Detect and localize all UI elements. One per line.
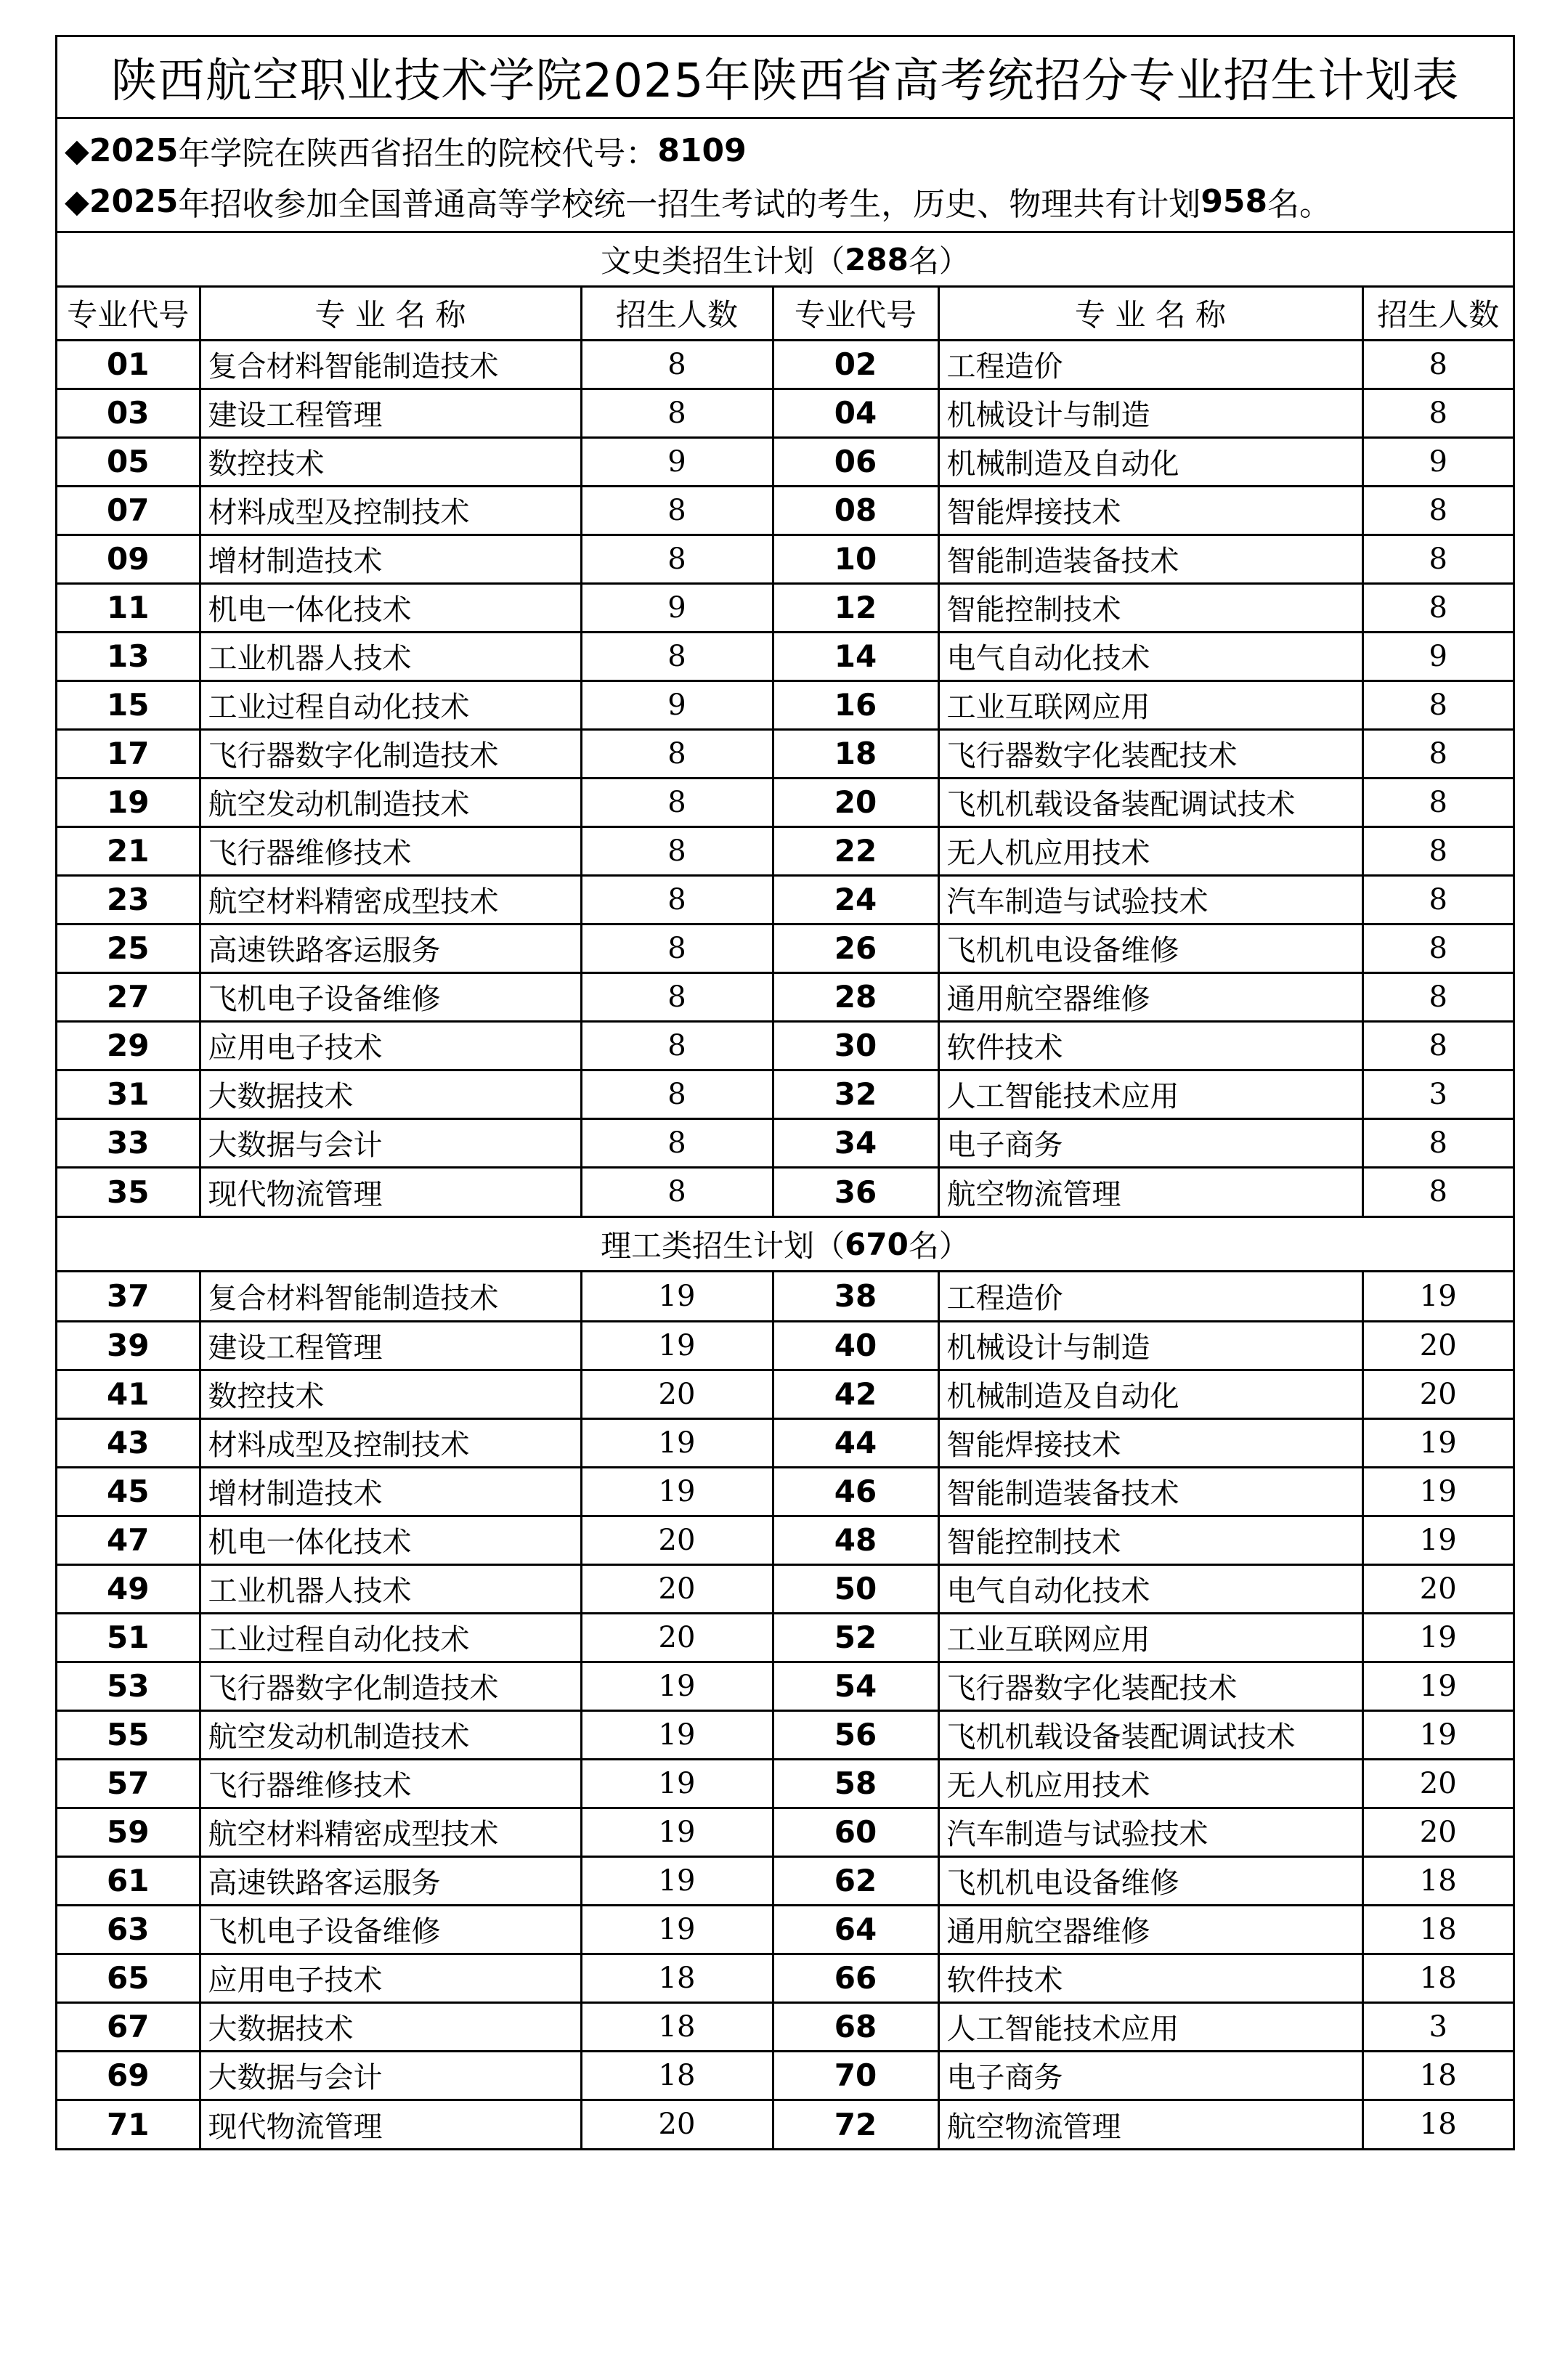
major-code: 65 [57,1954,200,2002]
table-row [57,632,1513,680]
table-row [57,2002,1513,2051]
enroll-count: 19 [581,1808,773,1856]
major-name: 机械设计与制造 [938,1321,1362,1370]
table-row [57,1808,1513,1856]
major-name: 高速铁路客运服务 [200,924,581,972]
major-name: 人工智能技术应用 [938,2002,1362,2051]
enroll-count: 8 [581,535,773,583]
major-code: 01 [57,340,200,389]
table-row [57,1467,1513,1516]
major-code: 35 [57,1167,200,1216]
major-name: 航空物流管理 [938,2100,1362,2148]
diamond-bullet-icon: ◆ [65,182,89,220]
major-code: 51 [57,1613,200,1662]
major-name: 应用电子技术 [200,1954,581,2002]
enroll-count: 8 [581,389,773,437]
major-name: 工业机器人技术 [200,1564,581,1613]
header-major-code: 专业代号 [773,288,938,340]
major-code: 70 [773,2051,938,2100]
major-name: 航空物流管理 [938,1167,1362,1216]
major-code: 32 [773,1070,938,1118]
enroll-count: 8 [1362,729,1513,778]
enroll-count: 9 [581,437,773,486]
enroll-count: 8 [1362,680,1513,729]
major-name: 增材制造技术 [200,1467,581,1516]
table-row [57,1613,1513,1662]
table-row [57,826,1513,875]
enroll-count: 8 [1362,778,1513,826]
table-row [57,1759,1513,1808]
enroll-count: 19 [1362,1516,1513,1564]
info-text: 年学院在陕西省招生的院校代号： [178,135,658,172]
enroll-count: 3 [1362,1070,1513,1118]
enrollment-table [57,1272,1513,2148]
info-line-school-code [65,125,1513,176]
enroll-count: 8 [1362,924,1513,972]
enroll-count: 8 [1362,1021,1513,1070]
info-text: 年招收参加全国普通高等学校统一招生考试的考生，历史、物理共有计划 [178,186,1201,223]
table-row [57,437,1513,486]
section-title-text: 理工类招生计划（ [601,1228,845,1264]
major-code: 10 [773,535,938,583]
major-name: 电子商务 [938,2051,1362,2100]
enroll-count: 19 [581,1662,773,1710]
enroll-count: 18 [1362,1954,1513,2002]
major-code: 66 [773,1954,938,2002]
enroll-count: 19 [1362,1613,1513,1662]
major-code: 31 [57,1070,200,1118]
header-enroll-count: 招生人数 [1362,288,1513,340]
major-name: 航空发动机制造技术 [200,1710,581,1759]
table-row [57,535,1513,583]
major-code: 49 [57,1564,200,1613]
major-code: 07 [57,486,200,535]
section-title [57,233,1513,288]
table-row [57,486,1513,535]
header-major-code: 专业代号 [57,288,200,340]
table-row [57,1070,1513,1118]
major-name: 工业互联网应用 [938,680,1362,729]
major-code: 69 [57,2051,200,2100]
enroll-count: 8 [1362,875,1513,924]
enroll-count: 19 [581,1759,773,1808]
major-code: 18 [773,729,938,778]
table-row [57,1954,1513,2002]
major-code: 11 [57,583,200,632]
table-row [57,1856,1513,1905]
section-total: 288 [845,241,909,277]
header-major-name: 专 业 名 称 [938,288,1362,340]
enroll-count: 20 [581,2100,773,2148]
major-code: 61 [57,1856,200,1905]
table-row [57,1662,1513,1710]
major-name: 航空发动机制造技术 [200,778,581,826]
enroll-count: 19 [1362,1467,1513,1516]
major-name: 复合材料智能制造技术 [200,340,581,389]
major-code: 45 [57,1467,200,1516]
enroll-count: 8 [581,778,773,826]
major-code: 23 [57,875,200,924]
major-code: 20 [773,778,938,826]
section-title [57,1218,1513,1272]
major-name: 智能制造装备技术 [938,1467,1362,1516]
major-code: 47 [57,1516,200,1564]
enroll-count: 8 [1362,972,1513,1021]
major-code: 05 [57,437,200,486]
enroll-count: 8 [1362,583,1513,632]
major-code: 12 [773,583,938,632]
major-name: 大数据技术 [200,1070,581,1118]
enroll-count: 18 [581,2051,773,2100]
enroll-count: 8 [581,486,773,535]
enroll-count: 19 [581,1856,773,1905]
major-code: 56 [773,1710,938,1759]
major-code: 17 [57,729,200,778]
enroll-count: 8 [581,1118,773,1167]
major-code: 13 [57,632,200,680]
enroll-count: 8 [1362,826,1513,875]
enroll-count: 8 [581,340,773,389]
enroll-count: 8 [581,1167,773,1216]
major-name: 电子商务 [938,1118,1362,1167]
major-name: 建设工程管理 [200,389,581,437]
major-code: 21 [57,826,200,875]
enroll-count: 8 [581,729,773,778]
enroll-count: 8 [1362,389,1513,437]
info-year: 2025 [89,182,179,220]
enroll-count: 8 [581,1021,773,1070]
major-name: 电气自动化技术 [938,632,1362,680]
enroll-count: 8 [581,826,773,875]
major-code: 44 [773,1418,938,1467]
enroll-count: 18 [1362,1856,1513,1905]
table-row [57,680,1513,729]
major-name: 通用航空器维修 [938,1905,1362,1954]
table-row [57,1905,1513,1954]
enroll-count: 9 [581,680,773,729]
enroll-count: 8 [1362,486,1513,535]
enroll-count: 8 [1362,340,1513,389]
major-code: 09 [57,535,200,583]
enrollment-plan-sheet [55,35,1515,2150]
major-name: 智能焊接技术 [938,1418,1362,1467]
enroll-count: 19 [1362,1710,1513,1759]
major-code: 06 [773,437,938,486]
major-code: 71 [57,2100,200,2148]
section-title-text: 文史类招生计划（ [601,243,845,279]
major-code: 27 [57,972,200,1021]
enroll-count: 19 [1362,1272,1513,1321]
major-code: 40 [773,1321,938,1370]
major-code: 34 [773,1118,938,1167]
major-name: 大数据技术 [200,2002,581,2051]
info-line-total-plan [65,176,1513,227]
major-name: 智能焊接技术 [938,486,1362,535]
major-name: 数控技术 [200,1370,581,1418]
enroll-count: 20 [581,1613,773,1662]
major-name: 工业互联网应用 [938,1613,1362,1662]
enroll-count: 8 [1362,1118,1513,1167]
major-name: 材料成型及控制技术 [200,486,581,535]
major-name: 电气自动化技术 [938,1564,1362,1613]
table-row [57,972,1513,1021]
major-code: 67 [57,2002,200,2051]
major-name: 建设工程管理 [200,1321,581,1370]
table-row [57,1370,1513,1418]
enroll-count: 20 [1362,1321,1513,1370]
school-code: 8109 [657,131,747,169]
table-row [57,1516,1513,1564]
major-name: 现代物流管理 [200,2100,581,2148]
major-code: 63 [57,1905,200,1954]
section-title-end: 名） [908,243,970,279]
info-year: 2025 [89,131,179,169]
major-name: 材料成型及控制技术 [200,1418,581,1467]
major-code: 52 [773,1613,938,1662]
major-name: 工程造价 [938,340,1362,389]
major-code: 28 [773,972,938,1021]
major-name: 现代物流管理 [200,1167,581,1216]
major-code: 42 [773,1370,938,1418]
major-name: 飞机电子设备维修 [200,1905,581,1954]
major-name: 飞行器数字化装配技术 [938,729,1362,778]
enroll-count: 8 [581,632,773,680]
major-code: 02 [773,340,938,389]
major-code: 24 [773,875,938,924]
major-name: 飞行器数字化制造技术 [200,1662,581,1710]
enroll-count: 20 [1362,1759,1513,1808]
enroll-count: 8 [1362,1167,1513,1216]
major-code: 19 [57,778,200,826]
info-text-end: 名。 [1267,186,1332,223]
major-name: 工业过程自动化技术 [200,1613,581,1662]
major-name: 飞机电子设备维修 [200,972,581,1021]
major-name: 飞行器数字化制造技术 [200,729,581,778]
major-name: 飞机机电设备维修 [938,1856,1362,1905]
major-code: 16 [773,680,938,729]
table-row [57,729,1513,778]
enroll-count: 8 [1362,535,1513,583]
table-row [57,583,1513,632]
major-code: 04 [773,389,938,437]
enroll-count: 8 [581,875,773,924]
enroll-count: 20 [1362,1564,1513,1613]
major-name: 应用电子技术 [200,1021,581,1070]
enroll-count: 20 [581,1564,773,1613]
major-code: 58 [773,1759,938,1808]
major-name: 无人机应用技术 [938,1759,1362,1808]
enroll-count: 19 [581,1321,773,1370]
major-code: 33 [57,1118,200,1167]
major-name: 航空材料精密成型技术 [200,875,581,924]
info-block [57,119,1513,233]
table-row [57,1118,1513,1167]
major-code: 55 [57,1710,200,1759]
enroll-count: 19 [1362,1662,1513,1710]
enroll-count: 20 [581,1370,773,1418]
major-name: 飞机机电设备维修 [938,924,1362,972]
major-name: 高速铁路客运服务 [200,1856,581,1905]
major-code: 46 [773,1467,938,1516]
major-code: 08 [773,486,938,535]
major-name: 智能控制技术 [938,1516,1362,1564]
enroll-count: 8 [581,1070,773,1118]
major-name: 人工智能技术应用 [938,1070,1362,1118]
major-name: 工程造价 [938,1272,1362,1321]
major-name: 飞行器维修技术 [200,826,581,875]
table-header-row [57,288,1513,340]
major-code: 68 [773,2002,938,2051]
major-code: 50 [773,1564,938,1613]
major-name: 智能制造装备技术 [938,535,1362,583]
major-name: 复合材料智能制造技术 [200,1272,581,1321]
enroll-count: 8 [581,972,773,1021]
table-row [57,1321,1513,1370]
header-enroll-count: 招生人数 [581,288,773,340]
major-name: 飞行器数字化装配技术 [938,1662,1362,1710]
major-code: 62 [773,1856,938,1905]
major-code: 15 [57,680,200,729]
enroll-count: 3 [1362,2002,1513,2051]
major-code: 22 [773,826,938,875]
major-code: 54 [773,1662,938,1710]
major-name: 大数据与会计 [200,1118,581,1167]
table-row [57,1021,1513,1070]
major-name: 汽车制造与试验技术 [938,875,1362,924]
section-total: 670 [845,1226,909,1262]
major-name: 增材制造技术 [200,535,581,583]
major-name: 机械制造及自动化 [938,1370,1362,1418]
enroll-count: 18 [1362,2100,1513,2148]
major-code: 38 [773,1272,938,1321]
table-row [57,2051,1513,2100]
enroll-count: 18 [581,1954,773,2002]
major-name: 工业过程自动化技术 [200,680,581,729]
major-name: 智能控制技术 [938,583,1362,632]
table-row [57,875,1513,924]
enroll-count: 19 [581,1418,773,1467]
enroll-count: 9 [1362,437,1513,486]
page-title: 陕西航空职业技术学院2025年陕西省高考统招分专业招生计划表 [57,37,1513,119]
enroll-count: 20 [1362,1370,1513,1418]
enroll-count: 19 [581,1467,773,1516]
enroll-count: 20 [581,1516,773,1564]
enroll-count: 8 [581,924,773,972]
major-name: 无人机应用技术 [938,826,1362,875]
major-code: 43 [57,1418,200,1467]
major-code: 57 [57,1759,200,1808]
major-code: 03 [57,389,200,437]
table-row [57,2100,1513,2148]
table-row [57,1167,1513,1216]
enroll-count: 20 [1362,1808,1513,1856]
major-code: 14 [773,632,938,680]
major-code: 53 [57,1662,200,1710]
diamond-bullet-icon: ◆ [65,131,89,169]
major-code: 60 [773,1808,938,1856]
table-row [57,1710,1513,1759]
major-name: 飞机机载设备装配调试技术 [938,778,1362,826]
major-name: 飞行器维修技术 [200,1759,581,1808]
major-name: 飞机机载设备装配调试技术 [938,1710,1362,1759]
major-code: 37 [57,1272,200,1321]
major-code: 59 [57,1808,200,1856]
major-name: 机械设计与制造 [938,389,1362,437]
major-code: 39 [57,1321,200,1370]
enroll-count: 18 [1362,1905,1513,1954]
major-code: 41 [57,1370,200,1418]
major-code: 29 [57,1021,200,1070]
total-plan-count: 958 [1201,182,1268,220]
table-row [57,340,1513,389]
sections-container [57,233,1513,2148]
major-code: 25 [57,924,200,972]
enroll-count: 18 [581,2002,773,2051]
major-name: 数控技术 [200,437,581,486]
enroll-count: 19 [581,1905,773,1954]
table-row [57,924,1513,972]
major-code: 48 [773,1516,938,1564]
major-code: 64 [773,1905,938,1954]
enroll-count: 19 [1362,1418,1513,1467]
enroll-count: 18 [1362,2051,1513,2100]
enroll-count: 19 [581,1272,773,1321]
enroll-count: 9 [1362,632,1513,680]
major-name: 汽车制造与试验技术 [938,1808,1362,1856]
major-code: 26 [773,924,938,972]
table-row [57,778,1513,826]
table-row [57,1564,1513,1613]
major-name: 工业机器人技术 [200,632,581,680]
major-code: 30 [773,1021,938,1070]
table-row [57,389,1513,437]
major-name: 通用航空器维修 [938,972,1362,1021]
major-name: 机电一体化技术 [200,583,581,632]
major-name: 软件技术 [938,1954,1362,2002]
major-name: 大数据与会计 [200,2051,581,2100]
section-title-end: 名） [908,1228,970,1264]
major-code: 36 [773,1167,938,1216]
table-row [57,1418,1513,1467]
table-row [57,1272,1513,1321]
major-code: 72 [773,2100,938,2148]
enroll-count: 19 [581,1710,773,1759]
major-name: 机械制造及自动化 [938,437,1362,486]
header-major-name: 专 业 名 称 [200,288,581,340]
enroll-count: 9 [581,583,773,632]
major-name: 机电一体化技术 [200,1516,581,1564]
enrollment-table [57,288,1513,1216]
major-name: 软件技术 [938,1021,1362,1070]
major-name: 航空材料精密成型技术 [200,1808,581,1856]
